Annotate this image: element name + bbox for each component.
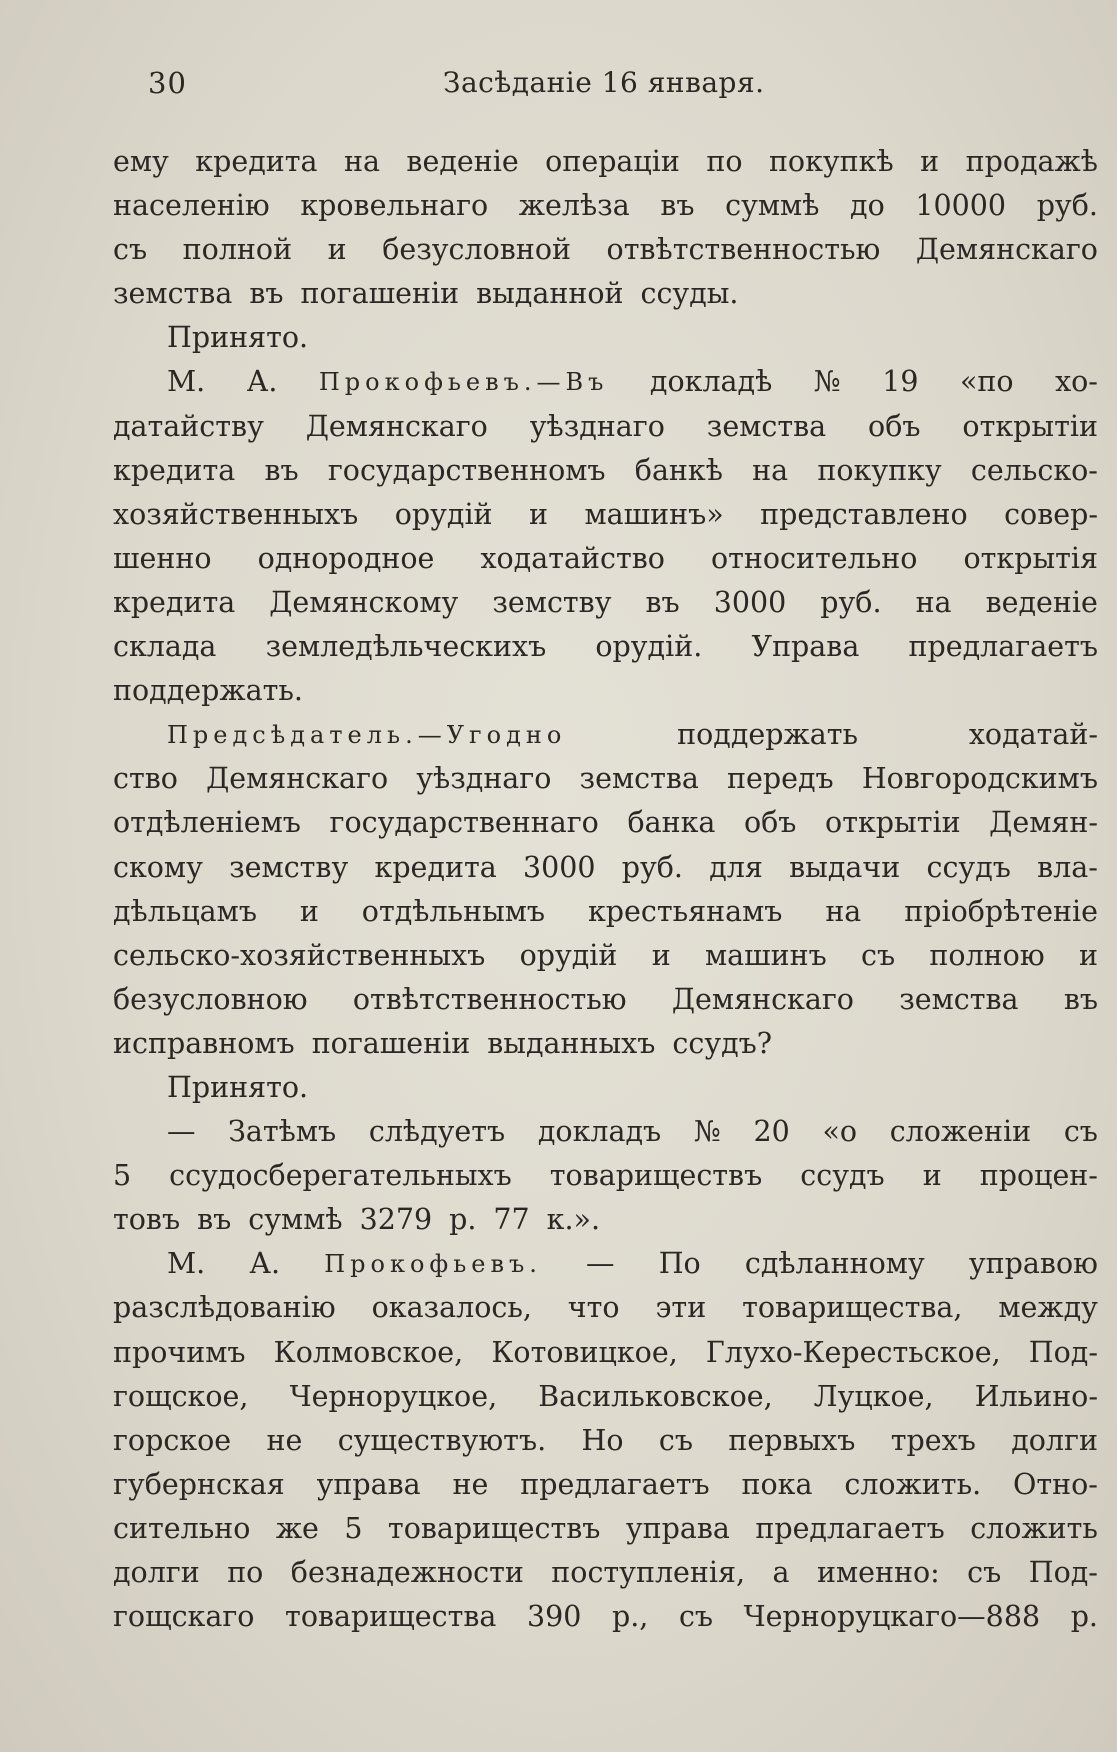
word: открытіи bbox=[825, 806, 961, 840]
word: 3279 bbox=[359, 1203, 433, 1237]
word: въ bbox=[264, 453, 299, 487]
word: ссудъ bbox=[800, 1159, 885, 1193]
word: Отно- bbox=[1013, 1467, 1098, 1501]
running-title: Засѣданіе 16 января. bbox=[443, 66, 765, 99]
word: земства bbox=[706, 409, 827, 443]
word: 20 bbox=[753, 1115, 790, 1149]
word: Демян- bbox=[989, 806, 1098, 840]
word: товарищества bbox=[285, 1600, 497, 1634]
word: р. bbox=[449, 1203, 477, 1237]
word: поддержать bbox=[677, 718, 858, 752]
word: въ bbox=[197, 1203, 232, 1237]
text-line bbox=[113, 934, 1098, 978]
text-line bbox=[113, 1286, 1098, 1330]
text-line bbox=[113, 581, 1098, 625]
word: выданныхъ bbox=[487, 1026, 656, 1060]
word: орудій bbox=[394, 497, 493, 531]
word: между bbox=[998, 1291, 1098, 1325]
word: кровельнаго bbox=[300, 189, 489, 223]
word: государственномъ bbox=[327, 453, 606, 487]
word: сительно bbox=[113, 1511, 251, 1545]
word: съ bbox=[678, 1600, 714, 1634]
word: и bbox=[529, 497, 548, 531]
word: съ bbox=[658, 1423, 693, 1457]
word: — bbox=[586, 1247, 615, 1281]
word: Ильино- bbox=[974, 1379, 1098, 1413]
word: Новгородскимъ bbox=[861, 762, 1098, 796]
word: поступленія, bbox=[551, 1556, 746, 1589]
word: Принято. bbox=[167, 321, 309, 355]
word: ходатайство bbox=[480, 541, 665, 575]
word: земледѣльческихъ bbox=[265, 630, 547, 664]
word: машинъ bbox=[704, 938, 827, 972]
word: 3000 bbox=[713, 585, 787, 619]
word: покупкѣ bbox=[768, 145, 894, 178]
word: и bbox=[651, 938, 671, 972]
word: сложить. bbox=[844, 1467, 982, 1501]
word: веденіе bbox=[985, 585, 1098, 619]
text-line bbox=[113, 1551, 1098, 1595]
word: представлено bbox=[760, 497, 968, 531]
word: ходатай- bbox=[968, 718, 1098, 752]
word: А. bbox=[249, 1247, 281, 1281]
word: товариществъ bbox=[549, 1159, 763, 1193]
word: отвѣтственностью bbox=[352, 982, 627, 1016]
word: руб. bbox=[820, 585, 882, 619]
word: ссудъ bbox=[926, 850, 1011, 884]
word: долги bbox=[1011, 1423, 1098, 1457]
word: уѣзднаго bbox=[529, 409, 665, 443]
word: на bbox=[825, 894, 862, 928]
word: земству bbox=[229, 850, 349, 884]
word: Прокофьевъ. bbox=[324, 1250, 542, 1279]
word: № bbox=[813, 365, 841, 399]
word: же bbox=[275, 1511, 319, 1545]
text-line bbox=[113, 1110, 1098, 1154]
word: предлагаетъ bbox=[908, 630, 1098, 664]
word: съ bbox=[113, 233, 148, 267]
word: первыхъ bbox=[728, 1423, 856, 1457]
text-line bbox=[113, 846, 1098, 890]
word: гощскаго bbox=[113, 1600, 255, 1634]
word: Принято. bbox=[167, 1070, 309, 1104]
text-line bbox=[113, 1375, 1098, 1419]
word: отвѣтственностью bbox=[606, 233, 881, 267]
word: безусловною bbox=[113, 982, 308, 1016]
word: и bbox=[299, 894, 319, 928]
text-line bbox=[113, 978, 1098, 1022]
text-line bbox=[113, 713, 1098, 757]
text-line bbox=[113, 184, 1098, 228]
word: 19 bbox=[882, 365, 919, 399]
word: Луцкое, bbox=[813, 1379, 934, 1413]
word: поддержать. bbox=[113, 674, 303, 708]
word: разслѣдованію bbox=[113, 1291, 336, 1325]
word: для bbox=[709, 850, 763, 884]
word: 5 bbox=[113, 1159, 132, 1193]
word: совер- bbox=[1004, 497, 1098, 531]
word: продажѣ bbox=[965, 145, 1098, 178]
word: ссудъ? bbox=[672, 1026, 773, 1060]
text-line bbox=[113, 669, 1098, 713]
word: и bbox=[920, 145, 940, 178]
word: именно: bbox=[816, 1556, 940, 1589]
word: Под- bbox=[1028, 1556, 1098, 1589]
word: сдѣланному bbox=[744, 1247, 925, 1281]
word: по bbox=[706, 145, 743, 178]
word: желѣза bbox=[518, 189, 630, 223]
word: управа bbox=[625, 1511, 730, 1545]
word: безусловной bbox=[382, 233, 571, 267]
word: однородное bbox=[257, 541, 435, 575]
word: гощское, bbox=[113, 1379, 249, 1413]
text-line bbox=[113, 1022, 1098, 1066]
text-line bbox=[113, 405, 1098, 449]
word: Васильковское, bbox=[538, 1379, 773, 1413]
word: дѣльцамъ bbox=[113, 894, 257, 928]
word: «о bbox=[822, 1115, 858, 1149]
word: вла- bbox=[1037, 850, 1098, 884]
word: до bbox=[850, 189, 885, 223]
text-line bbox=[113, 537, 1098, 581]
word: сложеніи bbox=[889, 1115, 1032, 1149]
word: кредита bbox=[113, 453, 236, 487]
word: Демянскаго bbox=[671, 982, 854, 1016]
word: передъ bbox=[727, 762, 834, 796]
word: пріобрѣтеніе bbox=[904, 894, 1098, 928]
word: и bbox=[1078, 938, 1098, 972]
word: кредита bbox=[374, 850, 497, 884]
word: сельско-хозяйственныхъ bbox=[113, 938, 486, 972]
word: По bbox=[658, 1247, 701, 1281]
word: объ bbox=[868, 409, 921, 443]
text-line bbox=[113, 493, 1098, 537]
word: шенно bbox=[113, 541, 212, 575]
word: к.». bbox=[546, 1203, 601, 1237]
word: съ bbox=[861, 938, 896, 972]
word: сельско- bbox=[970, 453, 1098, 487]
page-header bbox=[148, 66, 923, 110]
word: въ bbox=[1063, 982, 1098, 1016]
word: ему bbox=[113, 145, 169, 178]
word: объ bbox=[743, 806, 797, 840]
word: предлагаетъ bbox=[520, 1467, 710, 1501]
word: выданной bbox=[476, 277, 624, 311]
word: съ bbox=[1063, 1115, 1098, 1149]
text-line bbox=[113, 757, 1098, 801]
word: на bbox=[752, 453, 789, 487]
word: пока bbox=[741, 1467, 813, 1501]
word: орудій. bbox=[595, 630, 703, 664]
word: существуютъ. bbox=[337, 1423, 547, 1457]
word: въ bbox=[660, 189, 695, 223]
text-line bbox=[113, 140, 1098, 184]
word: веденіе bbox=[406, 145, 519, 178]
word: земства bbox=[579, 762, 699, 796]
word: Демянскаго bbox=[206, 762, 389, 796]
word: Черноруцкаго—888 bbox=[743, 1600, 1041, 1634]
word: что bbox=[567, 1291, 620, 1325]
text-line bbox=[113, 1066, 1098, 1110]
word: Котовицкое, bbox=[491, 1335, 678, 1369]
word: безнадежности bbox=[290, 1556, 524, 1589]
text-line bbox=[113, 316, 1098, 360]
text-line bbox=[113, 272, 1098, 316]
word: выдачи bbox=[789, 850, 901, 884]
word: 10000 bbox=[915, 189, 1007, 223]
word: докладѣ bbox=[649, 365, 773, 399]
word: предлагаетъ bbox=[755, 1511, 945, 1545]
word: погашеніи bbox=[311, 1026, 471, 1060]
word: полною bbox=[929, 938, 1045, 972]
word: на bbox=[343, 145, 380, 178]
word: и bbox=[327, 233, 347, 267]
word: Затѣмъ bbox=[228, 1115, 337, 1149]
word: не bbox=[452, 1467, 489, 1501]
word: на bbox=[915, 585, 952, 619]
word: Управа bbox=[751, 630, 860, 664]
word: губернская bbox=[113, 1467, 285, 1501]
word: прочимъ bbox=[113, 1335, 246, 1369]
word: а bbox=[772, 1556, 790, 1589]
word: Демянскаго bbox=[915, 233, 1098, 267]
word: — bbox=[167, 1115, 196, 1149]
word: въ bbox=[249, 277, 284, 311]
word: машинъ» bbox=[584, 497, 724, 531]
text-line bbox=[113, 1242, 1098, 1286]
word: операціи bbox=[545, 145, 680, 178]
word: ство bbox=[113, 762, 178, 796]
word: Глухо-Керестьское, bbox=[705, 1335, 1001, 1369]
word: по bbox=[227, 1556, 264, 1589]
word: государственнаго bbox=[329, 806, 599, 840]
word: 3000 bbox=[522, 850, 596, 884]
word: оказалось, bbox=[371, 1291, 532, 1325]
word: датайству bbox=[113, 409, 264, 443]
word: процен- bbox=[979, 1159, 1098, 1193]
word: докладъ bbox=[537, 1115, 662, 1149]
word: № bbox=[693, 1115, 721, 1149]
word: земства bbox=[113, 277, 233, 311]
word: банкѣ bbox=[634, 453, 723, 487]
word: Колмовское, bbox=[273, 1335, 464, 1369]
text-line bbox=[113, 228, 1098, 272]
word: полной bbox=[182, 233, 293, 267]
word: суммѣ bbox=[248, 1203, 343, 1237]
word: М. bbox=[167, 1247, 206, 1281]
word: хозяйственныхъ bbox=[113, 497, 359, 531]
word: склада bbox=[113, 630, 217, 664]
word: съ bbox=[967, 1556, 1002, 1589]
word: горское bbox=[113, 1423, 232, 1457]
word: руб. bbox=[621, 850, 683, 884]
word: Предсѣдатель.—Угодно bbox=[167, 721, 567, 750]
word: 390 bbox=[526, 1600, 582, 1634]
word: Демянскому bbox=[269, 585, 459, 619]
word: сложить bbox=[970, 1511, 1098, 1545]
word: открытія bbox=[963, 541, 1098, 575]
word: въ bbox=[645, 585, 680, 619]
word: р., bbox=[611, 1600, 649, 1634]
text-line bbox=[113, 1331, 1098, 1375]
word: земству bbox=[492, 585, 612, 619]
word: трехъ bbox=[890, 1423, 976, 1457]
word: эти bbox=[655, 1291, 707, 1325]
word: А. bbox=[246, 365, 278, 399]
word: ссуды. bbox=[640, 277, 739, 311]
word: 77 bbox=[493, 1203, 530, 1237]
text-line bbox=[113, 449, 1098, 493]
text-line bbox=[113, 890, 1098, 934]
word: отдѣльнымъ bbox=[361, 894, 546, 928]
word: населенію bbox=[113, 189, 270, 223]
word: погашеніи bbox=[300, 277, 460, 311]
word: не bbox=[266, 1423, 303, 1457]
word: и bbox=[922, 1159, 942, 1193]
text-line bbox=[113, 1507, 1098, 1551]
word: уѣзднаго bbox=[416, 762, 552, 796]
word: земства bbox=[899, 982, 1019, 1016]
word: 5 bbox=[344, 1511, 363, 1545]
word: открытіи bbox=[962, 409, 1098, 443]
word: руб. bbox=[1036, 189, 1098, 223]
word: управою bbox=[968, 1247, 1098, 1281]
word: ссудосберегательныхъ bbox=[169, 1159, 512, 1193]
word: слѣдуетъ bbox=[368, 1115, 506, 1149]
word: суммѣ bbox=[725, 189, 820, 223]
word: долги bbox=[113, 1556, 200, 1589]
word: Но bbox=[581, 1423, 624, 1457]
word: товарищества, bbox=[742, 1291, 963, 1325]
text-line bbox=[113, 1419, 1098, 1463]
word: товъ bbox=[113, 1203, 181, 1237]
word: М. bbox=[167, 365, 206, 399]
word: р. bbox=[1070, 1600, 1098, 1634]
word: «по bbox=[959, 365, 1014, 399]
text-line bbox=[113, 1595, 1098, 1639]
word: Прокофьевъ.—Въ bbox=[318, 368, 609, 397]
text-line bbox=[113, 1154, 1098, 1198]
word: банка bbox=[627, 806, 716, 840]
word: скому bbox=[113, 850, 203, 884]
word: крестьянамъ bbox=[587, 894, 783, 928]
page-number: 30 bbox=[148, 66, 187, 100]
word: отдѣленіемъ bbox=[113, 806, 301, 840]
word: орудій bbox=[519, 938, 618, 972]
word: товариществъ bbox=[387, 1511, 601, 1545]
text-line bbox=[113, 1463, 1098, 1507]
word: хо- bbox=[1055, 365, 1098, 399]
text-line bbox=[113, 625, 1098, 669]
word: исправномъ bbox=[113, 1026, 295, 1060]
word: Демянскаго bbox=[305, 409, 488, 443]
word: кредита bbox=[113, 585, 236, 619]
text-line bbox=[113, 801, 1098, 845]
body-text bbox=[113, 140, 1098, 1639]
word: покупку bbox=[817, 453, 942, 487]
word: Под- bbox=[1028, 1335, 1098, 1369]
word: управа bbox=[316, 1467, 421, 1501]
word: кредита bbox=[195, 145, 318, 178]
word: относительно bbox=[710, 541, 918, 575]
word: Черноруцкое, bbox=[289, 1379, 498, 1413]
text-line bbox=[113, 1198, 1098, 1242]
text-line bbox=[113, 360, 1098, 404]
